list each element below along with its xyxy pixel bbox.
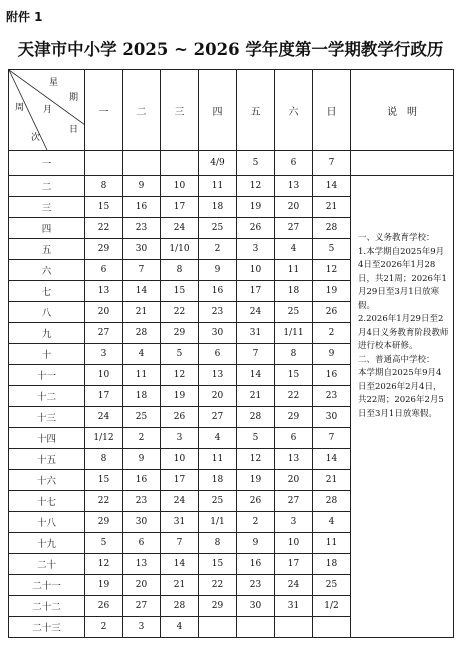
day-header-tue: 二 [123,70,161,151]
date-cell: 31 [237,323,275,344]
date-cell: 18 [313,554,351,575]
date-cell: 7 [123,260,161,281]
date-cell: 17 [237,281,275,302]
date-cell: 27 [275,491,313,512]
week-number-cell: 十六 [9,470,85,491]
date-cell: 13 [123,554,161,575]
date-cell: 7 [313,428,351,449]
date-cell: 28 [237,407,275,428]
date-cell: 6 [123,533,161,554]
date-cell [237,617,275,638]
date-cell: 14 [313,449,351,470]
date-cell: 26 [313,302,351,323]
week-number-cell: 十一 [9,365,85,386]
date-cell: 6 [85,260,123,281]
date-cell: 16 [237,554,275,575]
note-paragraph: 本学期自2025年9月4日至2026年2月4日，共22周；2026年2月5日至3月1日放寒假。 [358,368,444,419]
date-cell: 17 [161,197,199,218]
date-cell: 19 [237,470,275,491]
date-cell: 27 [85,323,123,344]
date-cell: 30 [313,407,351,428]
week-number-cell: 七 [9,281,85,302]
week-number-cell: 十四 [9,428,85,449]
calendar-body [9,151,454,638]
date-cell: 1/2 [313,596,351,617]
week-number-cell: 九 [9,323,85,344]
date-cell: 21 [161,575,199,596]
date-cell: 10 [161,176,199,197]
header-row [9,70,454,151]
date-cell [275,617,313,638]
note-paragraph: 一、义务教育学校： [358,233,435,243]
corner-label-zhou: 周 [15,103,25,113]
corner-label-ci: 次 [31,133,41,143]
date-cell: 28 [123,323,161,344]
date-cell: 21 [123,302,161,323]
date-cell: 26 [237,491,275,512]
date-cell: 25 [199,218,237,239]
week-number-cell: 十七 [9,491,85,512]
date-cell: 18 [199,197,237,218]
date-cell: 8 [199,533,237,554]
date-cell: 26 [161,407,199,428]
date-cell: 1/10 [161,239,199,260]
date-cell: 3 [237,239,275,260]
date-cell: 3 [161,428,199,449]
week-number-cell: 六 [9,260,85,281]
note-blank-cell [351,151,454,176]
table-row [9,176,454,197]
date-cell: 4 [313,512,351,533]
date-cell: 12 [85,554,123,575]
date-cell: 24 [237,302,275,323]
week-number-cell: 三 [9,197,85,218]
date-cell: 28 [313,491,351,512]
day-header-wed: 三 [161,70,199,151]
date-cell: 12 [237,176,275,197]
date-cell: 3 [85,344,123,365]
date-cell: 19 [313,281,351,302]
date-cell: 10 [161,449,199,470]
date-cell: 9 [123,449,161,470]
date-cell: 16 [199,281,237,302]
date-cell: 15 [275,365,313,386]
date-cell: 23 [237,575,275,596]
week-number-cell: 二十 [9,554,85,575]
date-cell: 2 [313,323,351,344]
date-cell: 20 [199,386,237,407]
date-cell: 25 [123,407,161,428]
date-cell: 20 [85,302,123,323]
date-cell: 23 [123,491,161,512]
date-cell: 27 [123,596,161,617]
date-cell: 27 [199,407,237,428]
date-cell: 15 [199,554,237,575]
week-number-cell: 十三 [9,407,85,428]
date-cell: 26 [85,596,123,617]
date-cell: 30 [199,323,237,344]
date-cell: 12 [161,365,199,386]
date-cell: 29 [85,239,123,260]
week-number-cell: 十二 [9,386,85,407]
date-cell: 5 [85,533,123,554]
date-cell: 30 [237,596,275,617]
calendar-table [8,69,454,638]
date-cell: 5 [313,239,351,260]
date-cell: 25 [275,302,313,323]
note-header: 说 明 [351,70,454,151]
date-cell: 8 [85,449,123,470]
date-cell: 5 [237,151,275,176]
date-cell: 12 [313,260,351,281]
date-cell: 24 [275,575,313,596]
date-cell: 13 [275,449,313,470]
date-cell: 9 [199,260,237,281]
notes-cell [351,176,454,638]
date-cell: 10 [237,260,275,281]
date-cell: 22 [275,386,313,407]
date-cell: 21 [237,386,275,407]
date-cell: 29 [275,407,313,428]
date-cell: 1/1 [199,512,237,533]
date-cell: 28 [313,218,351,239]
date-cell: 7 [237,344,275,365]
day-header-fri: 五 [237,70,275,151]
date-cell: 13 [85,281,123,302]
date-cell: 1/11 [275,323,313,344]
date-cell: 31 [275,596,313,617]
date-cell: 26 [237,218,275,239]
week-number-cell: 二 [9,176,85,197]
date-cell: 13 [199,365,237,386]
date-cell: 15 [85,470,123,491]
date-cell: 13 [275,176,313,197]
note-paragraph: 二、普通高中学校： [358,354,435,365]
date-cell: 4 [199,428,237,449]
date-cell: 24 [161,491,199,512]
corner-label-qi: 期 [69,93,79,103]
date-cell: 11 [313,533,351,554]
date-cell: 18 [123,386,161,407]
date-cell: 21 [313,470,351,491]
date-cell: 6 [275,151,313,176]
date-cell: 23 [199,302,237,323]
date-cell: 10 [275,533,313,554]
date-cell: 7 [161,533,199,554]
date-cell: 4/9 [199,151,237,176]
date-cell: 2 [85,617,123,638]
date-cell: 2 [237,512,275,533]
corner-label-xing: 星 [49,78,59,88]
date-cell: 2 [199,239,237,260]
date-cell: 18 [275,281,313,302]
document-title: 天津市中小学 2025 ~ 2026 学年度第一学期教学行政历 [17,40,444,59]
date-cell [161,151,199,176]
note-paragraph: 1.本学期自2025年9月4日至2026年1月28日，共21周；2026年1月29日至3月1日放寒假。 [358,246,447,311]
date-cell: 23 [313,386,351,407]
date-cell [85,151,123,176]
date-cell: 2 [123,428,161,449]
date-cell: 22 [85,218,123,239]
date-cell: 3 [275,512,313,533]
day-header-mon: 一 [85,70,123,151]
attachment-label: 附件 1 [6,10,43,24]
date-cell: 19 [85,575,123,596]
date-cell: 27 [275,218,313,239]
date-cell: 30 [123,239,161,260]
date-cell: 6 [199,344,237,365]
date-cell: 22 [199,575,237,596]
date-cell: 11 [199,449,237,470]
date-cell: 22 [85,491,123,512]
day-header-sat: 六 [275,70,313,151]
date-cell: 15 [85,197,123,218]
date-cell: 8 [275,344,313,365]
date-cell: 8 [85,176,123,197]
date-cell: 17 [161,470,199,491]
date-cell: 23 [123,218,161,239]
day-header-thu: 四 [199,70,237,151]
date-cell: 30 [123,512,161,533]
week-number-cell: 十八 [9,512,85,533]
date-cell [199,617,237,638]
week-number-cell: 二十一 [9,575,85,596]
date-cell [313,617,351,638]
date-cell: 14 [237,365,275,386]
day-header-sun: 日 [313,70,351,151]
table-row [9,151,454,176]
date-cell: 29 [161,323,199,344]
date-cell: 16 [123,197,161,218]
corner-label-yue: 月 [43,105,53,115]
date-cell: 14 [161,554,199,575]
date-cell: 16 [123,470,161,491]
date-cell: 1/12 [85,428,123,449]
date-cell: 15 [161,281,199,302]
date-cell: 20 [123,575,161,596]
date-cell: 8 [161,260,199,281]
week-number-cell: 二十三 [9,617,85,638]
date-cell: 5 [237,428,275,449]
date-cell: 14 [123,281,161,302]
date-cell: 9 [237,533,275,554]
week-number-cell: 十五 [9,449,85,470]
date-cell: 5 [161,344,199,365]
corner-header-cell [9,70,85,151]
date-cell: 7 [313,151,351,176]
date-cell: 17 [85,386,123,407]
date-cell: 31 [161,512,199,533]
date-cell: 14 [313,176,351,197]
date-cell: 24 [161,218,199,239]
date-cell: 29 [85,512,123,533]
date-cell: 17 [275,554,313,575]
date-cell: 22 [161,302,199,323]
date-cell: 29 [199,596,237,617]
date-cell: 25 [313,575,351,596]
date-cell: 12 [237,449,275,470]
corner-label-ri: 日 [69,125,79,135]
date-cell: 3 [123,617,161,638]
date-cell: 20 [275,470,313,491]
week-number-cell: 一 [9,151,85,176]
date-cell: 9 [313,344,351,365]
date-cell: 21 [313,197,351,218]
week-number-cell: 八 [9,302,85,323]
date-cell: 4 [275,239,313,260]
week-number-cell: 十 [9,344,85,365]
date-cell: 6 [275,428,313,449]
date-cell: 19 [237,197,275,218]
week-number-cell: 十九 [9,533,85,554]
date-cell: 28 [161,596,199,617]
date-cell: 20 [275,197,313,218]
date-cell: 19 [161,386,199,407]
week-number-cell: 二十二 [9,596,85,617]
date-cell: 11 [199,176,237,197]
date-cell: 11 [275,260,313,281]
date-cell: 4 [123,344,161,365]
date-cell: 18 [199,470,237,491]
date-cell: 24 [85,407,123,428]
date-cell: 4 [161,617,199,638]
date-cell: 16 [313,365,351,386]
date-cell [123,151,161,176]
date-cell: 25 [199,491,237,512]
week-number-cell: 五 [9,239,85,260]
date-cell: 11 [123,365,161,386]
week-number-cell: 四 [9,218,85,239]
note-paragraph: 2.2026年1月29日至2月4日义务教育阶段教师进行校本研修。 [358,314,449,351]
date-cell: 9 [123,176,161,197]
date-cell: 10 [85,365,123,386]
